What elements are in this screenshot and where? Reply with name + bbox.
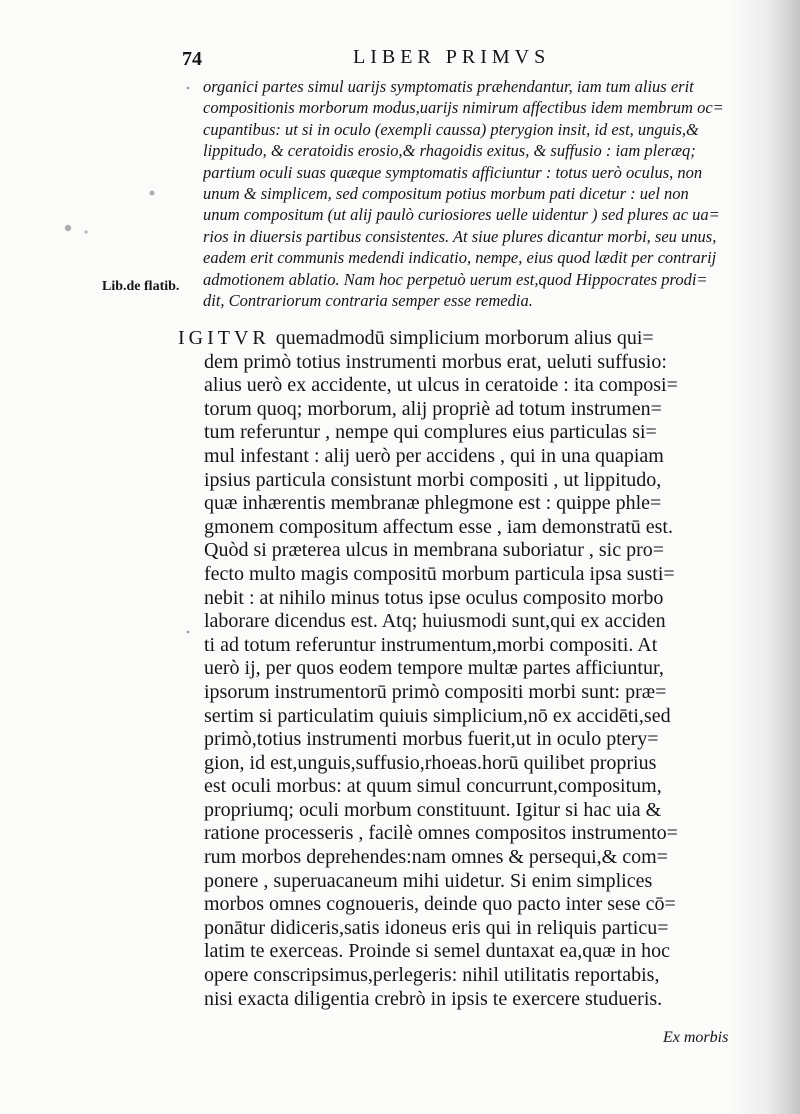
text-line: ponātur didiceris,satis idoneus eris qui in reliquis particu= bbox=[204, 916, 669, 939]
text-line: torum quoq; morborum, alij propriè ad totum instrumen= bbox=[204, 397, 662, 420]
text-line: ratione processeris , facilè omnes compositos instrumento= bbox=[204, 822, 678, 845]
text-line: ponere , superuacaneum mihi uidetur. Si enim simplices bbox=[204, 869, 653, 892]
page-header bbox=[178, 40, 618, 76]
text-line: mul infestant : alij uerò per accidens , qui in una quapiam bbox=[204, 444, 664, 467]
text-line: gion, id est,unguis,suffusio,rhoeas.horū quilibet proprius bbox=[204, 751, 657, 774]
text-line: alius uerò ex accidente, ut ulcus in ceratoide : ita composi= bbox=[204, 374, 678, 397]
ink-speck bbox=[84, 230, 87, 233]
running-title: LIBER PRIMVS bbox=[353, 46, 551, 68]
text-line: nisi exacta diligentia crebrò in ipsis te exercere studueris. bbox=[204, 987, 663, 1010]
text-line: rum morbos deprehendes:nam omnes & persequi,& com= bbox=[204, 846, 668, 869]
marginal-note: Lib.de flatib. bbox=[102, 279, 180, 294]
text-line: ti ad totum referuntur instrumentum,morbi compositi. At bbox=[204, 633, 658, 656]
text-line: ipsorum instrumentorū primò compositi morbi sunt: præ= bbox=[204, 680, 667, 703]
italic-line: unum & simplicem, sed compositum potius morbum pati dicetur : uel non bbox=[203, 183, 689, 203]
italic-line: partium oculi suas quæque symptomatis afficiuntur : totus uerò oculus, non bbox=[203, 162, 703, 182]
text-line: primò,totius instrumenti morbus fuerit,ut in oculo ptery= bbox=[204, 728, 659, 751]
page-number: 74 bbox=[182, 48, 202, 70]
italic-line: compositionis morborum modus,uarijs nimirum affectibus idem membrum oc= bbox=[203, 98, 724, 118]
ink-speck bbox=[65, 225, 71, 231]
italic-commentary-block bbox=[203, 76, 738, 311]
italic-line: dit, Contrariorum contraria semper esse remedia. bbox=[203, 290, 533, 310]
text-line: fecto multo magis compositū morbum particula ipsa susti= bbox=[204, 562, 675, 585]
ink-speck bbox=[150, 191, 155, 196]
italic-line: organici partes simul uarijs symptomatis præhendantur, iam tum alius erit bbox=[203, 77, 694, 96]
italic-line: cupantibus: ut si in oculo (exempli caussa) pterygion insit, id est, unguis,& bbox=[203, 119, 699, 139]
text-line: latim te exerceas. Proinde si semel duntaxat ea,quæ in hoc bbox=[204, 940, 670, 963]
text-line: nebit : at nihilo minus totus ipse oculus composito morbo bbox=[204, 586, 664, 609]
text-line: quæ inhærentis membranæ phlegmone est : quippe phle= bbox=[204, 492, 662, 515]
text-line: Quòd si præterea ulcus in membrana suboriatur , sic pro= bbox=[204, 539, 665, 562]
text-line: tum referuntur , nempe qui complures eius particulas si= bbox=[204, 421, 657, 444]
text-line: gmonem compositum affectum esse , iam demonstratū est. bbox=[204, 515, 673, 538]
catchword: Ex morbis bbox=[663, 1029, 729, 1046]
text-line: dem primò totius instrumenti morbus erat, ueluti suffusio: bbox=[204, 350, 667, 373]
initial-word: IGITVR bbox=[178, 327, 270, 349]
line-text: quemadmodū simplicium morborum alius qui= bbox=[275, 327, 654, 349]
text-line: morbos omnes cognoueris, deinde quo pacto inter sese cō= bbox=[204, 893, 676, 916]
roman-main-text-block bbox=[178, 327, 743, 1011]
text-line: ipsius particula consistunt morbi compositi , ut lippitudo, bbox=[204, 468, 662, 491]
italic-line: lippitudo, & ceratoidis erosio,& rhagoidis exitus, & suffusio : iam pleræq; bbox=[203, 141, 696, 161]
italic-line: unum compositum (ut alij paulò curiosiores uelle uidentur ) sed plures ac ua= bbox=[203, 205, 720, 225]
italic-line: eadem erit communis medendi indicatio, nempe, eius quod lædit per contrarij bbox=[203, 248, 717, 268]
text-line bbox=[178, 327, 743, 351]
text-line: uerò ij, per quos eodem tempore multæ partes afficiuntur, bbox=[204, 657, 664, 680]
text-line: est oculi morbus: at quum simul concurrunt,compositum, bbox=[204, 775, 662, 798]
ink-speck bbox=[187, 87, 190, 90]
text-line: sertim si particulatim quiuis simplicium,nō ex accidēti,sed bbox=[204, 704, 671, 727]
text-line: propriumq; oculi morbum constituunt. Igitur si hac uia & bbox=[204, 798, 662, 821]
text-line: opere conscripsimus,perlegeris: nihil utilitatis reportabis, bbox=[204, 964, 660, 987]
text-line: laborare dicendus est. Atq; huiusmodi sunt,qui ex acciden bbox=[204, 610, 666, 633]
italic-line: admotionem ablatio. Nam hoc perpetuò uerum est,quod Hippocrates prodi= bbox=[203, 269, 708, 289]
italic-line: rios in diuersis partibus consistentes. At siue plures dicantur morbi, seu unus, bbox=[203, 226, 717, 246]
